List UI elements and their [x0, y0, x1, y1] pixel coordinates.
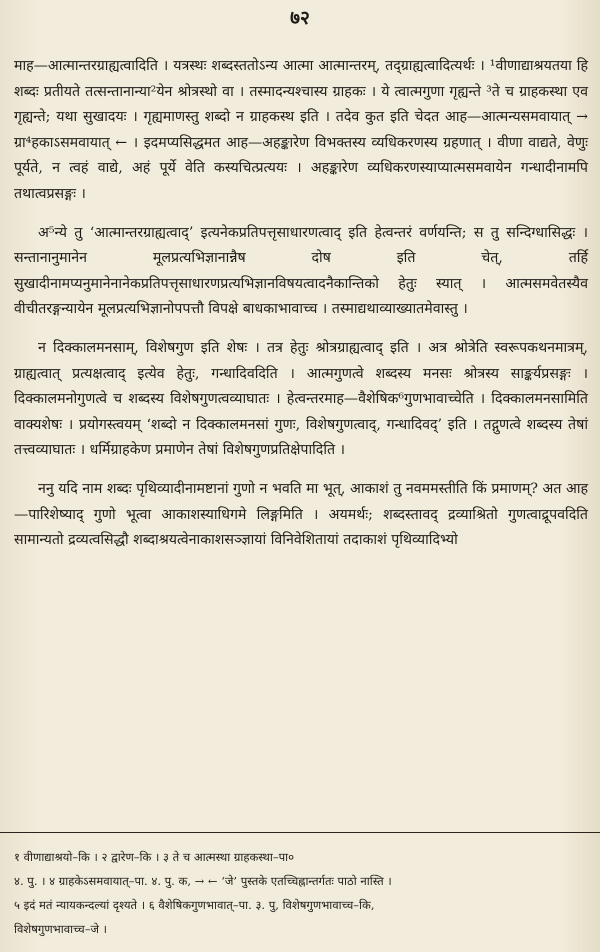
page-number: ७२: [290, 7, 310, 29]
footnotes-section: [0, 832, 600, 936]
footnotes-body: [14, 845, 588, 941]
main-text: [14, 54, 588, 567]
paragraph-3: न दिक्कालमनसाम्, विशेषगुण इति शेषः । तत्र हेतुः श्रोत्रग्राह्यत्वाद् इति । अत्र श्रोत्रेति स्वरूपकथनमात्रम्, ग्राह्यत्वात् प्रत्यक्षत्वाद् इत्येव हेतुः, गन्धादिवदिति । आत्मगुणत्वे शब्दस्य मनसः श्रोत्रस्य साङ्कर्यप्रसङ्गः । दिक्कालमनोगुणत्वे च शब्दस्य विशेषगुणत्वव्याघातः । हेत्वन्तरमाह—वैशेषिक⁶गुणभावाच्चेति । दिक्कालमनसामिति वाक्यशेषः । प्रयोगस्त्वयम् ‘शब्दो न दिक्कालमनसां गुणः, विशेषगुणत्वाद्, गन्धादिवद्’ इति । तद्गुणत्वे शब्दस्य तेषां तत्त्वव्याघातः । धर्मिग्राहकेण प्रमाणेन तेषां विशेषगुणप्रतिक्षेपादिति ।: [14, 339, 588, 459]
footnote-line-2: ४. पु. । ४ ग्राहकेऽसमवायात्–पा. ४. पु. क, → ← ‘जे’ पुस्तके एतच्चिह्नान्तर्गतः पाठो नास्ति ।: [14, 874, 392, 888]
footnote-line-3: ५ इदं मतं न्यायकन्दल्यां दृश्यते । ६ वैशेषिकगुणभावात्–पा. ३. पु, विशेषगुणभावाच्च–कि,: [14, 898, 375, 912]
paragraph-2: अ⁵न्ये तु ‘आत्मान्तरग्राह्यत्वाद्’ इत्यनेकप्रतिपत्तृसाधारणत्वाद् इति हेत्वन्तरं वर्णयन्ति; स तु सन्दिग्धासिद्धः । सन्तानानुमानेन मूलप्रत्यभिज्ञानान्नैष दोष इति चेत्, तर्हि सुखादीनामप्यनुमानेनानेकप्रतिपत्तृसाधारणप्रत्यभिज्ञानविषयत्वादनैकान्तिको हेतुः स्यात् । आत्मसमवेतस्यैव वीचीतरङ्गन्यायेन मूलप्रत्यभिज्ञानोपपत्तौ विपक्षे बाधकाभावाच्च । तस्माद्यथाव्याख्यातमेवास्तु ।: [14, 224, 588, 318]
paragraph-4: ननु यदि नाम शब्दः पृथिव्यादीनामष्टानां गुणो न भवति मा भूत्, आकाशं तु नवममस्तीति किं प्रमाणम्? अत आह—पारिशेष्याद् गुणो भूत्वा आकाशस्याधिगमे लिङ्गमिति । अयमर्थः; शब्दस्तावद् द्रव्याश्रितो गुणत्वाद्रूपवदिति सामान्यतो द्रव्यत्वसिद्धौ शब्दाश्रयत्वेनाकाशसञ्ज्ञायां विनिवेशितायां तदाकाशं पृथिव्यादिभ्यो: [14, 480, 588, 549]
footnote-line-1: १ वीणाद्याश्रयो–कि । २ द्वारेण–कि । ३ ते च आत्मस्था ग्राहकस्था–पा०: [14, 850, 295, 864]
paragraph-1: माह—आत्मान्तरग्राह्यत्वादिति । यत्रस्थः शब्दस्ततोऽन्य आत्मा आत्मान्तरम्, तद्ग्राह्यत्वादित्यर्थः । ¹वीणाद्याश्रयतया हि शब्दः प्रतीयते तत्सन्तानान्या²येन श्रोत्रस्थो वा । तस्मादन्यश्चास्य ग्राहकः । ये त्वात्मगुणा गृह्यन्ते ³ते च ग्राहकस्था एव गृह्यन्ते; यथा सुखादयः । गृह्यमाणस्तु शब्दो न ग्राहकस्थ इति । तदेव कुत इति चेदत आह—आत्मन्यसमवायात् → ग्रा⁴हकाऽसमवायात् ← । इदमप्यसिद्धमत आह—अहङ्कारेण विभक्तस्य व्यधिकरणस्य ग्रहणात् । वीणा वाद्यते, वेणुः पूर्यते, न त्वहं वाद्ये, अहं पूर्ये वेति कस्यचित्प्रत्ययः । अहङ्कारेण व्यधिकरणस्याप्यात्मसमवायेन गन्धादीनामपि तथात्वप्रसङ्गः ।: [14, 58, 588, 202]
footnote-line-4: विशेषगुणभावाच्च–जे ।: [14, 922, 107, 936]
